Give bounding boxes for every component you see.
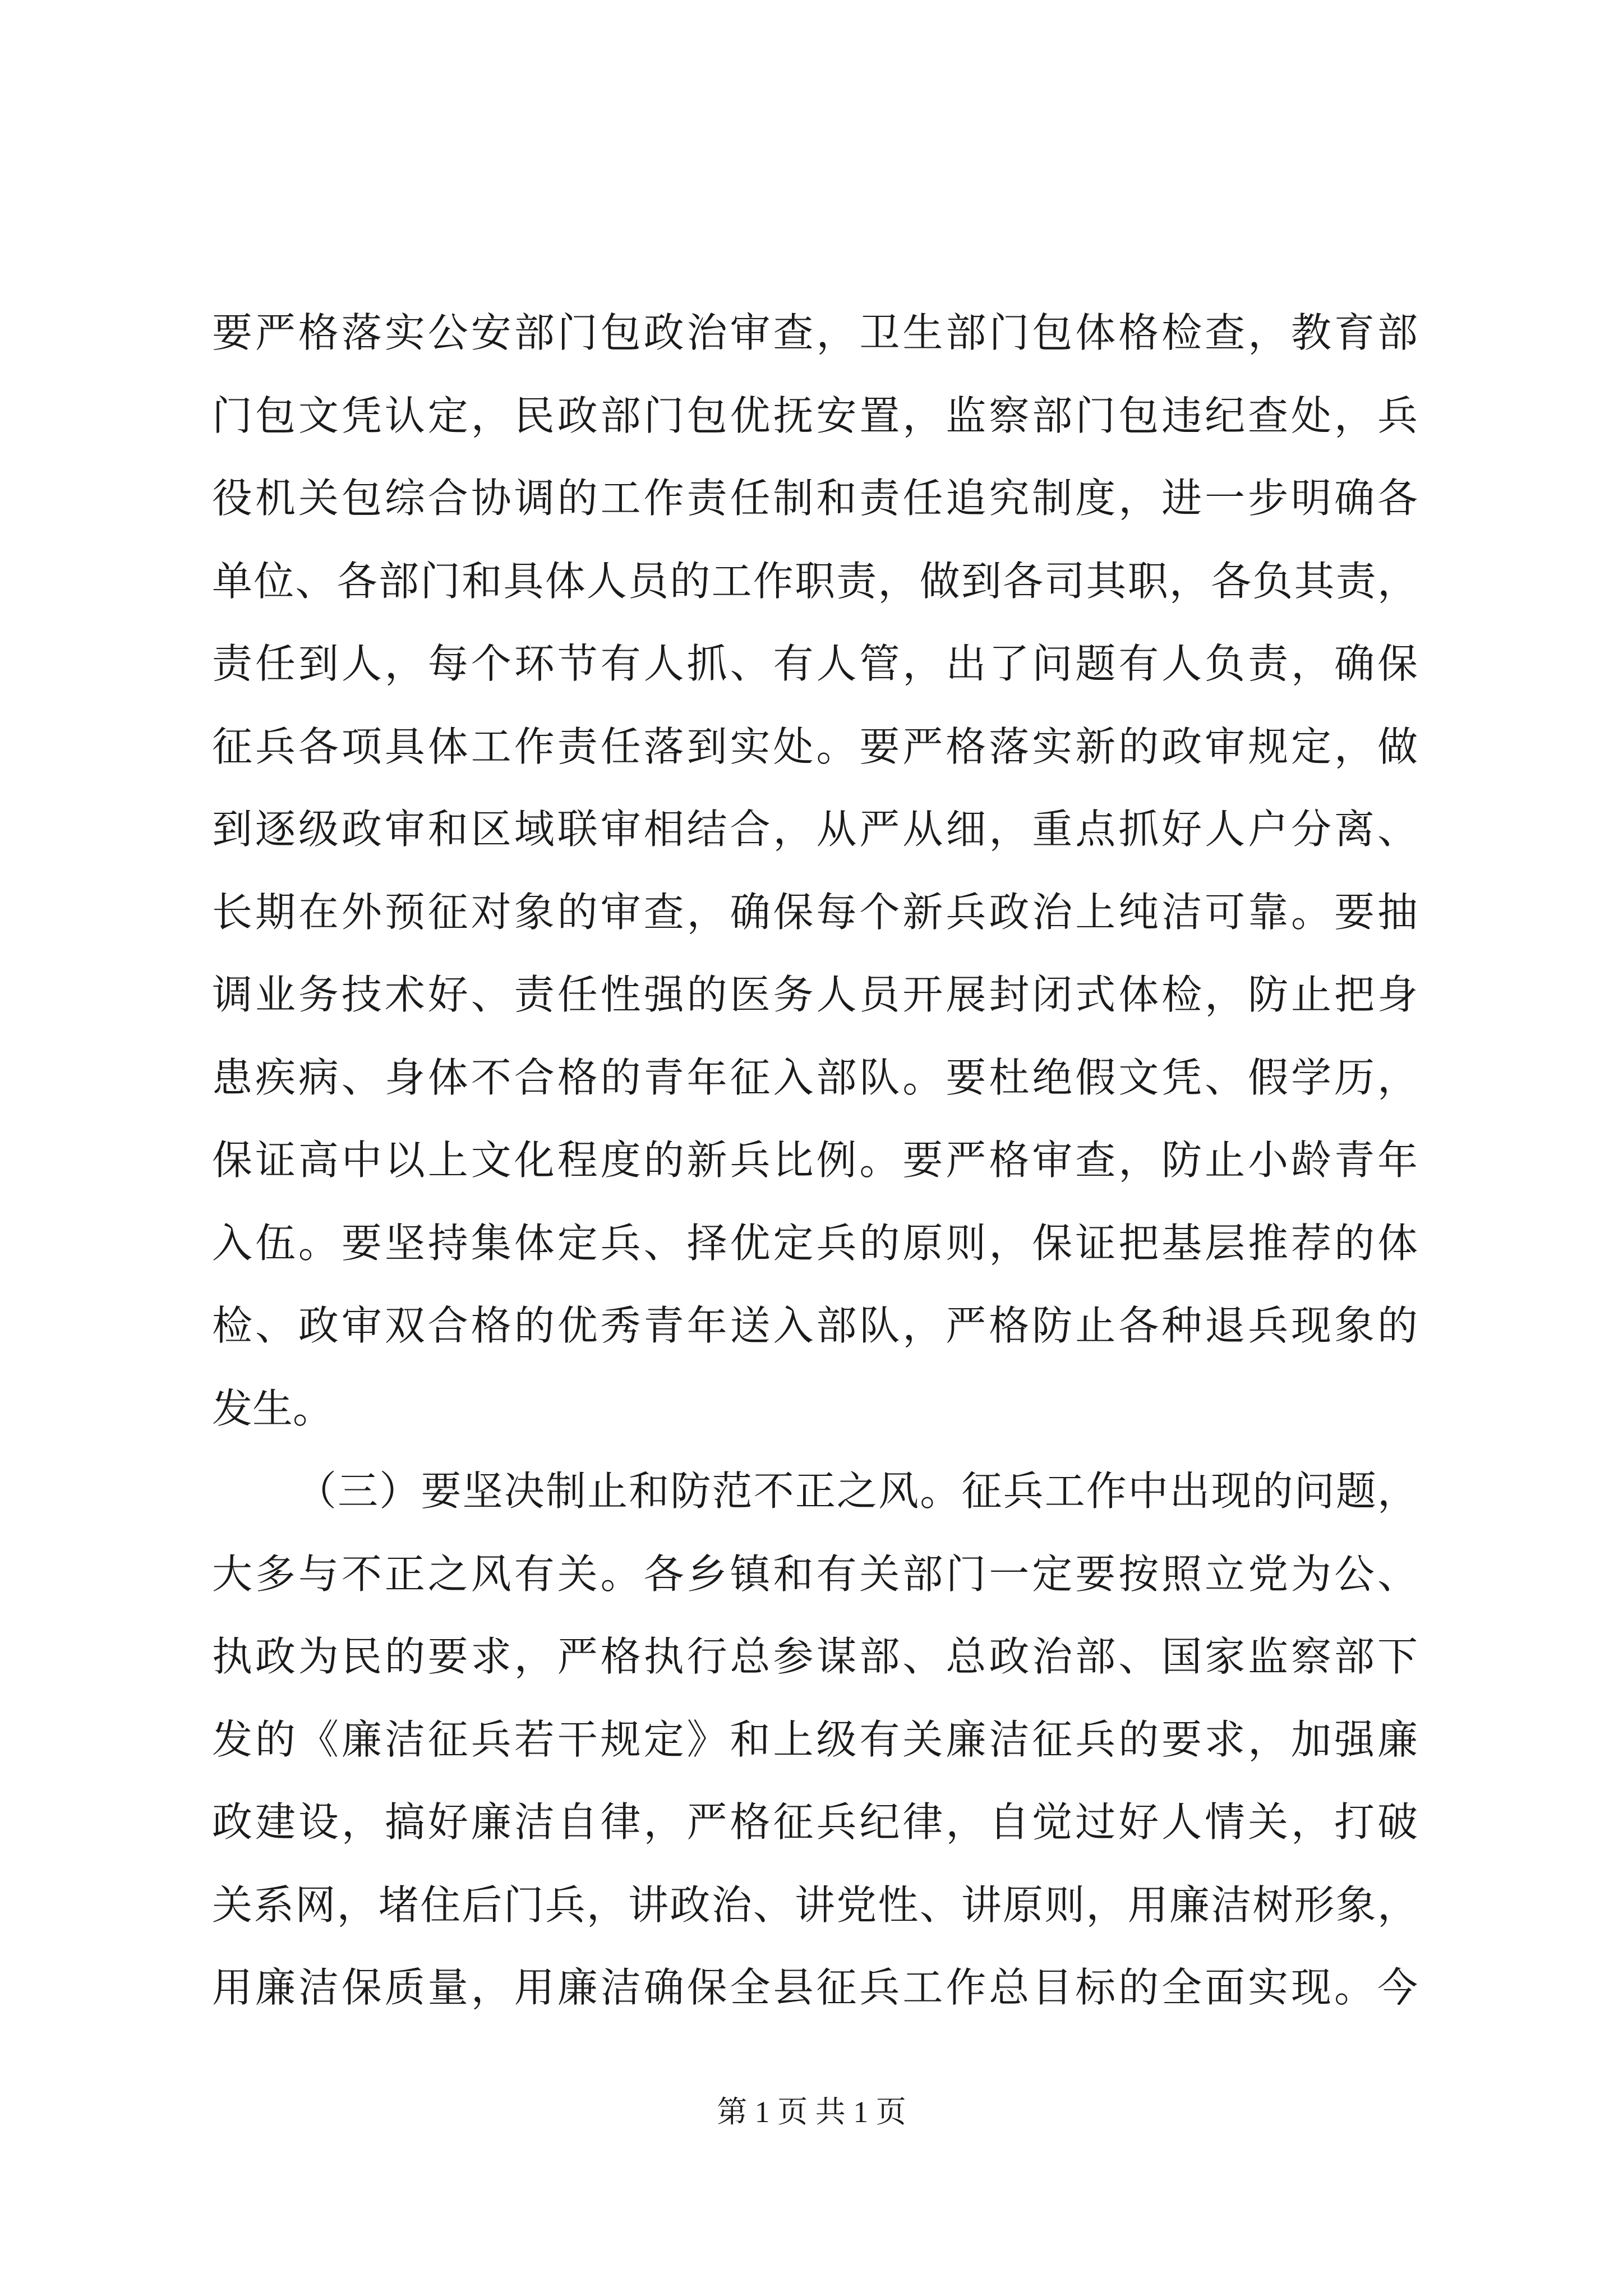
text-line: 关系网，堵住后门兵，讲政治、讲党性、讲原则，用廉洁树形象， bbox=[212, 1881, 1418, 1929]
text-line: 检、政审双合格的优秀青年送入部队，严格防止各种退兵现象的 bbox=[212, 1302, 1418, 1349]
text-line: 患疾病、身体不合格的青年征入部队。要杜绝假文凭、假学历， bbox=[212, 1053, 1418, 1101]
text-line: 政建设，搞好廉洁自律，严格征兵纪律，自觉过好人情关，打破 bbox=[212, 1798, 1418, 1846]
document-body bbox=[212, 292, 1418, 2030]
text-line: 到逐级政审和区域联审相结合，从严从细，重点抓好人户分离、 bbox=[212, 806, 1418, 853]
text-line: 责任到人，每个环节有人抓、有人管，出了问题有人负责，确保 bbox=[212, 640, 1418, 687]
text-line: 保证高中以上文化程度的新兵比例。要严格审查，防止小龄青年 bbox=[212, 1137, 1418, 1184]
text-line: 发的《廉洁征兵若干规定》和上级有关廉洁征兵的要求，加强廉 bbox=[212, 1715, 1418, 1763]
text-line: 发生。 bbox=[212, 1384, 334, 1432]
text-line: 要严格落实公安部门包政治审查，卫生部门包体格检查，教育部 bbox=[212, 309, 1418, 356]
text-line: 执政为民的要求，严格执行总参谋部、总政治部、国家监察部下 bbox=[212, 1633, 1418, 1680]
text-line: （三）要坚决制止和防范不正之风。征兵工作中出现的问题， bbox=[296, 1467, 1418, 1515]
text-line: 长期在外预征对象的审查，确保每个新兵政治上纯洁可靠。要抽 bbox=[212, 888, 1418, 936]
text-line: 入伍。要坚持集体定兵、择优定兵的原则，保证把基层推荐的体 bbox=[212, 1219, 1418, 1267]
text-line: 征兵各项具体工作责任落到实处。要严格落实新的政审规定，做 bbox=[212, 723, 1418, 770]
paragraph bbox=[212, 292, 1418, 1450]
text-line: 调业务技术好、责任性强的医务人员开展封闭式体检，防止把身 bbox=[212, 971, 1418, 1018]
paragraph bbox=[212, 1450, 1418, 2030]
text-line: 役机关包综合协调的工作责任制和责任追究制度，进一步明确各 bbox=[212, 475, 1418, 522]
text-line: 门包文凭认定，民政部门包优抚安置，监察部门包违纪查处，兵 bbox=[212, 392, 1418, 439]
page-footer: 第 1 页 共 1 页 bbox=[717, 2095, 906, 2129]
text-line: 用廉洁保质量，用廉洁确保全县征兵工作总目标的全面实现。今 bbox=[212, 1964, 1418, 2011]
text-line: 单位、各部门和具体人员的工作职责，做到各司其职，各负其责， bbox=[212, 557, 1418, 605]
text-line: 大多与不正之风有关。各乡镇和有关部门一定要按照立党为公、 bbox=[212, 1550, 1418, 1598]
